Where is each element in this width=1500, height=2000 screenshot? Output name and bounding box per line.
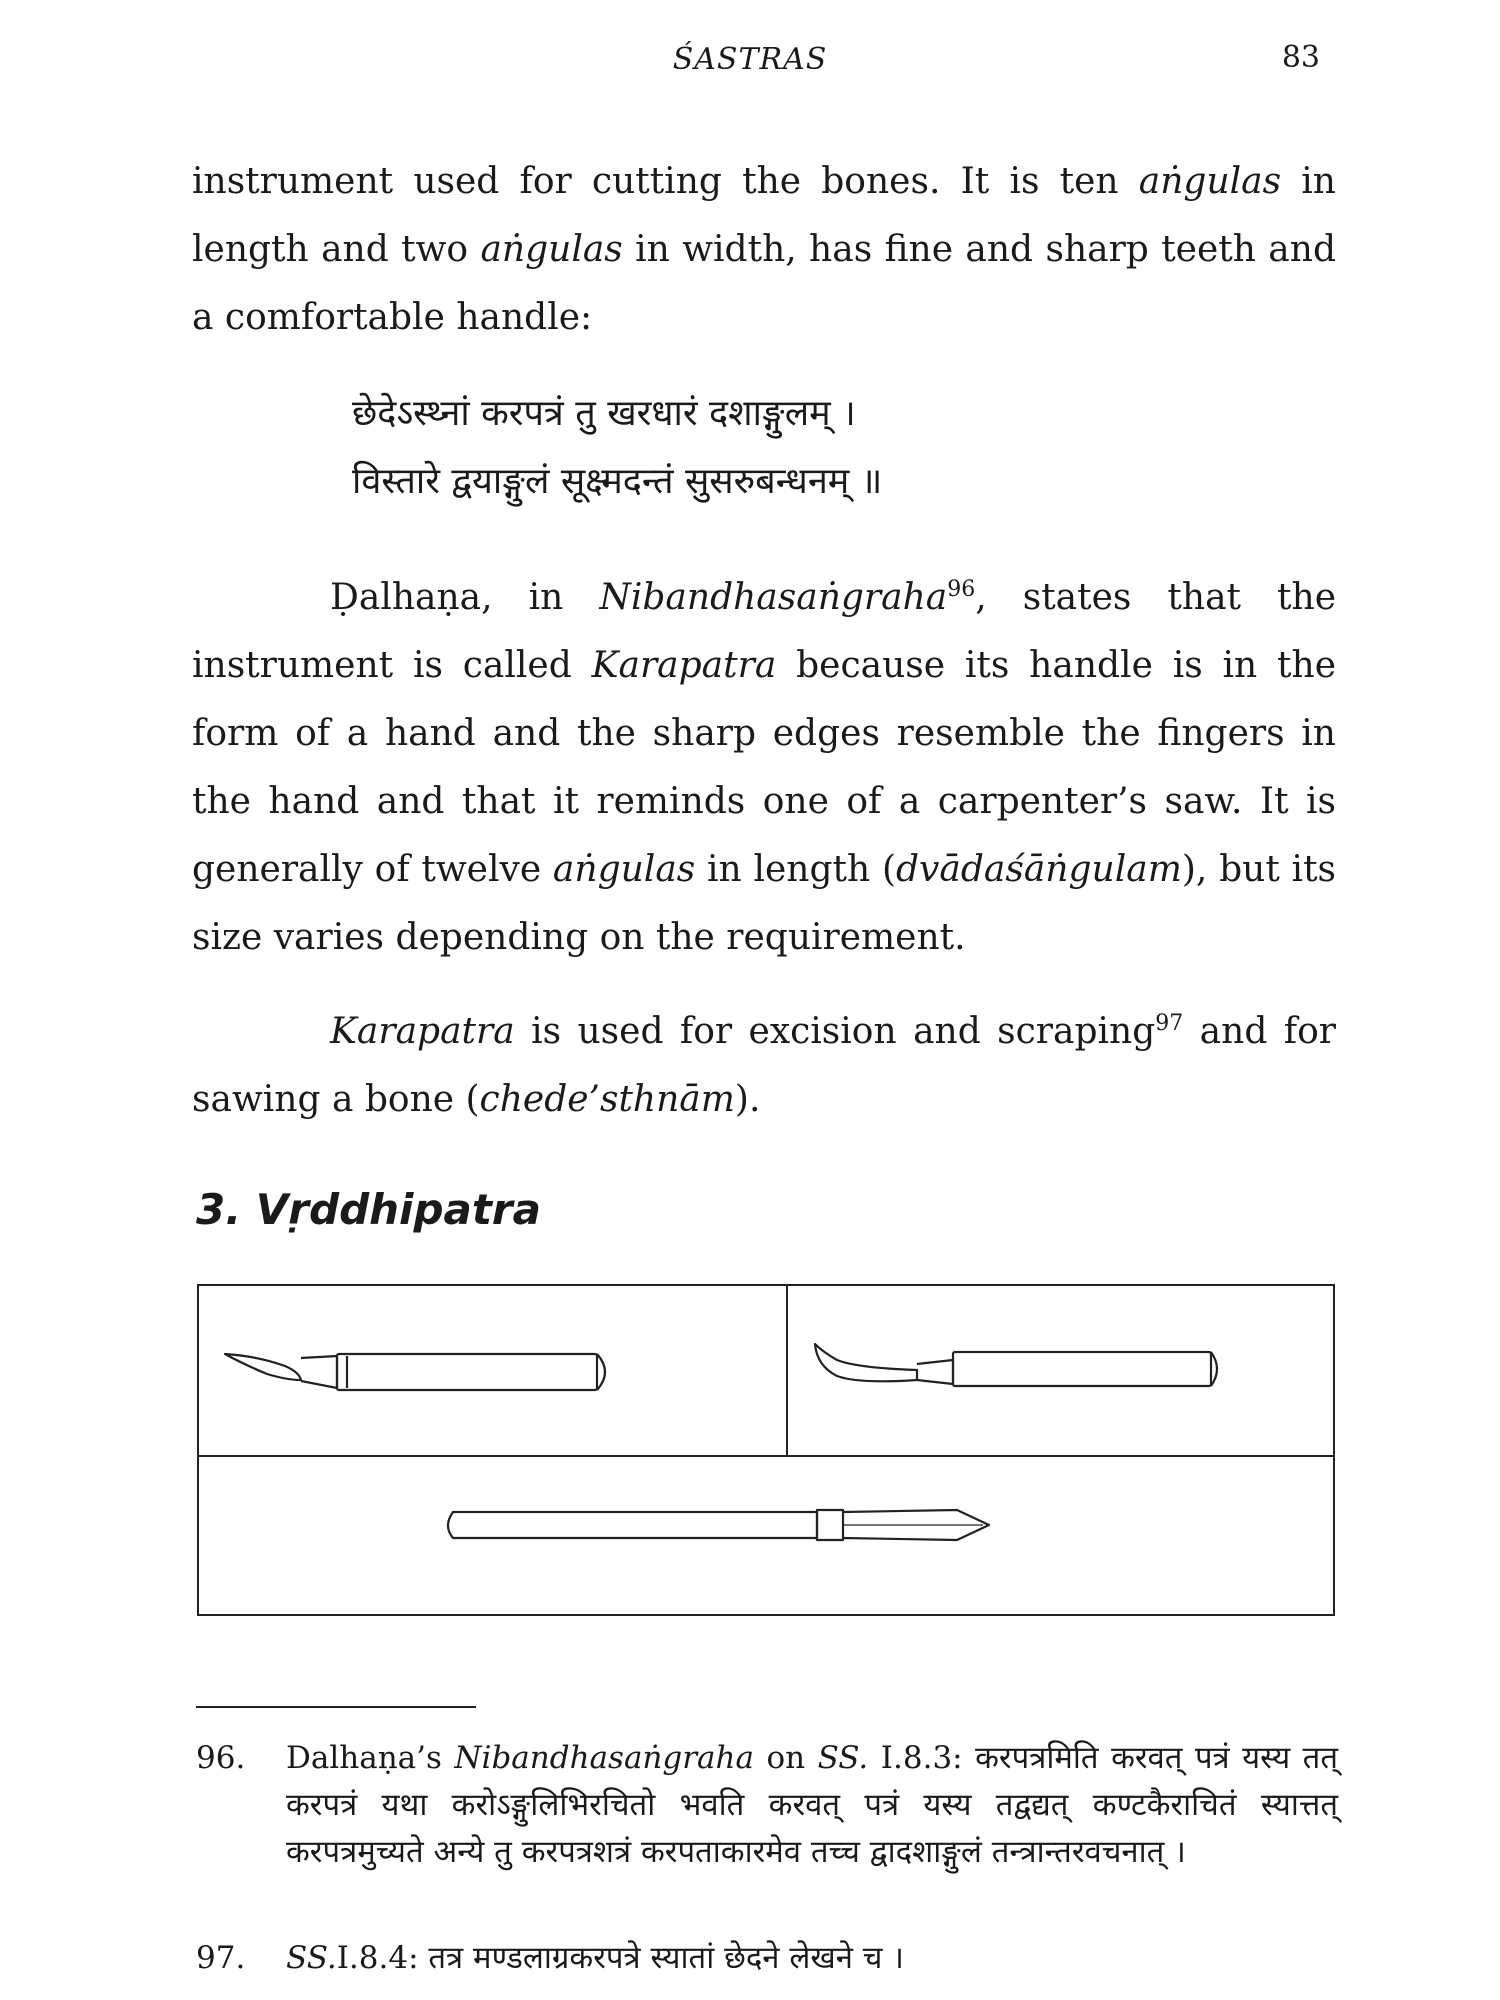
p1-text-c: in width, has fine and sharp teeth and a comfortable handle: xyxy=(192,229,1336,338)
running-header-title: ŚASTRAS xyxy=(672,42,828,77)
verse-line-1: छेदेऽस्थ्नां करपत्रं तु खरधारं दशाङ्गुलम् । xyxy=(352,393,856,434)
curved-knife-drawing-1 xyxy=(225,1354,605,1390)
fn96-em-b: SS. xyxy=(817,1740,869,1776)
section-heading: 3. Vṛddhipatra xyxy=(196,1185,541,1234)
sanskrit-verse xyxy=(352,380,882,516)
p3-text-b: and for sawing a bone ( xyxy=(192,1011,1336,1120)
fn96-sanskrit: करपत्रमिति करवत् पत्रं यस्य तत् करपत्रं यथा करोऽङ्गुलिभिरचितो भवति करवत् पत्रं यस्य तद्वद्यत् कण्टकैराचितं स्यात्तत् करपत्रमुच्यते अन्ये तु करपत्रशत्रं करपताकारमेव तच्च द्वादशाङ्गुलं तन्त्रान्तरवचनात् । xyxy=(286,1740,1338,1870)
p3-text-a: is used for excision and scraping xyxy=(514,1011,1156,1052)
p2-em-c: aṅgulas xyxy=(552,849,696,890)
fn96-em-a: Nibandhasaṅgraha xyxy=(454,1740,754,1776)
p2-text-e: ), but its size varies depending on the requirement. xyxy=(192,849,1337,958)
p3-text-c: ). xyxy=(734,1079,761,1120)
footnote-96-number: 96. xyxy=(196,1740,246,1776)
p1-text-a: instrument used for cutting the bones. It is ten xyxy=(192,161,1139,202)
curved-knife-drawing-2 xyxy=(815,1344,1217,1386)
footnote-97 xyxy=(196,1935,1338,1982)
straight-knife-drawing xyxy=(448,1510,989,1540)
page-number: 83 xyxy=(1281,40,1320,75)
p3-em-a: Karapatra xyxy=(330,1011,515,1052)
figure-frame xyxy=(198,1285,1334,1615)
p2-text-c: because its handle is in the form of a hand and the sharp edges resemble the fingers in the hand and that it reminds one of a carpenter’s saw. It is generally of twelve xyxy=(192,645,1336,890)
verse-line-2: विस्तारे द्वयाङ्गुलं सूक्ष्मदन्तं सुसरुबन्धनम् ॥ xyxy=(352,461,883,502)
footnote-ref-96[interactable]: 96 xyxy=(947,577,976,602)
p1-em-a: aṅgulas xyxy=(1138,161,1282,202)
fn97-sanskrit: तत्र मण्डलाग्रकरपत्रे स्यातां छेदने लेखने च । xyxy=(428,1940,905,1976)
footnote-ref-97[interactable]: 97 xyxy=(1155,1011,1184,1036)
footnote-96 xyxy=(196,1735,1338,1876)
paragraph-3 xyxy=(192,990,1336,1134)
fn96-text-a: Dalhaṇa’s xyxy=(286,1740,455,1776)
paragraph-1 xyxy=(192,148,1336,352)
p1-text-b: in length and two xyxy=(192,161,1336,270)
vrddhipatra-figure xyxy=(197,1284,1335,1616)
p3-em-b: chede’sthnām xyxy=(479,1079,735,1120)
fn97-text-a: I.8.4: xyxy=(336,1940,429,1976)
p2-text-b: , states that the instrument is called xyxy=(192,577,1336,686)
footnote-rule xyxy=(196,1706,476,1708)
p2-em-a: Nibandhasaṅgraha xyxy=(599,577,948,618)
p2-text-d: in length ( xyxy=(695,849,897,890)
p2-text-a: Ḍalhaṇa, in xyxy=(330,577,600,618)
fn96-text-b: on xyxy=(753,1740,818,1776)
fn97-em-a: SS. xyxy=(286,1940,337,1976)
paragraph-2 xyxy=(192,556,1336,972)
fn96-text-c: I.8.3: xyxy=(868,1740,976,1776)
p2-em-d: dvādaśāṅgulam xyxy=(896,849,1182,890)
p1-em-b: aṅgulas xyxy=(480,229,623,270)
footnote-97-number: 97. xyxy=(196,1940,246,1976)
p2-em-b: Karapatra xyxy=(591,645,777,686)
